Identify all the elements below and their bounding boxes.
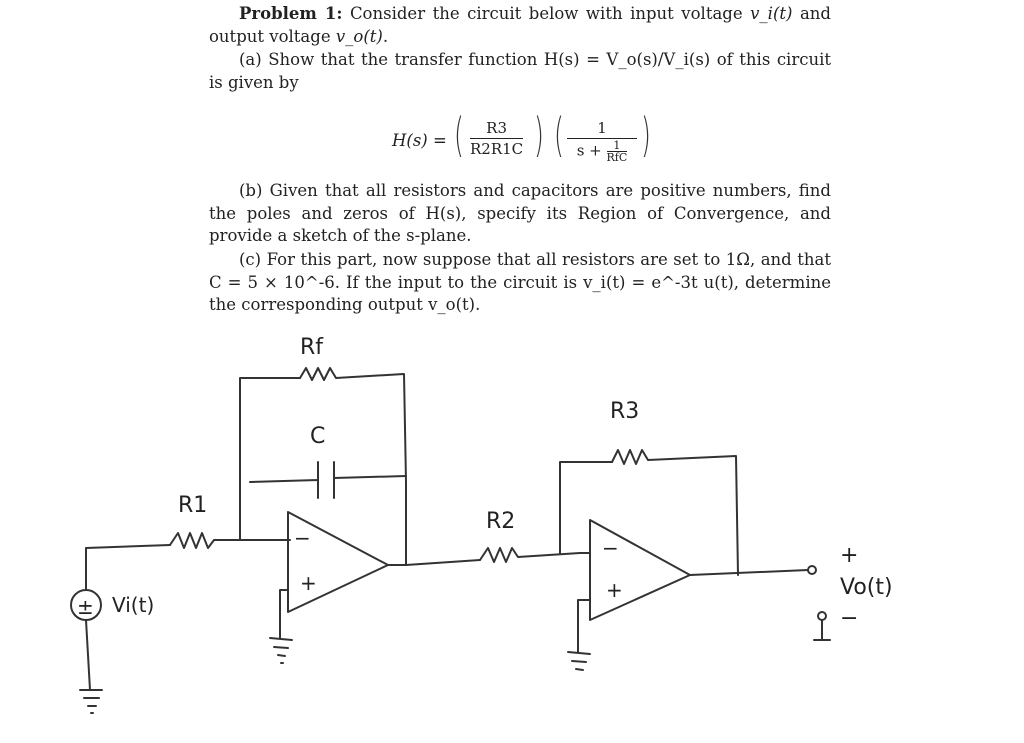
- inner-fraction-denominator: RfC: [606, 151, 628, 164]
- label-r3: R3: [610, 399, 640, 424]
- intro-text-a: Consider the circuit below with input voltage: [349, 4, 751, 23]
- opamp1-minus: −: [294, 526, 311, 550]
- output-terminal-plus: [808, 566, 816, 574]
- ground-icon-1: [80, 690, 102, 713]
- source-sign: ±: [77, 595, 94, 619]
- label-vi: Vi(t): [112, 593, 155, 617]
- inner-fraction-numerator: 1: [607, 140, 628, 152]
- fraction-1-denominator: R2R1C: [470, 140, 524, 158]
- wire-fb-left: [240, 378, 300, 540]
- label-r2: R2: [486, 509, 516, 534]
- wire-source-to-r1: [86, 545, 170, 590]
- part-a: (a) Show that the transfer function H(s) = V_o(s)/V_i(s) of this circuit is given by: [209, 50, 831, 92]
- resistor-r3: [612, 450, 738, 575]
- problem-heading: Problem 1:: [239, 4, 343, 23]
- wire-opamp1-plus-ground: [280, 590, 288, 638]
- output-ground-icon: [814, 620, 830, 640]
- ground-icon-3: [568, 652, 590, 670]
- label-rf: Rf: [300, 335, 324, 360]
- label-vo: Vo(t): [840, 575, 893, 600]
- fraction-2-den-prefix: s +: [576, 141, 602, 160]
- wire-opamp1-to-r2: [406, 560, 480, 565]
- paren-close-1: ): [534, 108, 544, 162]
- opamp-2: [590, 520, 690, 620]
- intro-vo: v_o(t): [335, 26, 383, 46]
- fraction-1-numerator: R3: [470, 119, 523, 139]
- opamp2-plus: +: [606, 578, 623, 602]
- output-minus-sign: −: [840, 606, 859, 631]
- opamp2-minus: −: [602, 536, 619, 560]
- intro-text-b: and output voltage: [209, 4, 831, 46]
- part-b: (b) Given that all resistors and capacitors are positive numbers, find the poles and zeros of H(s), specify its Region of Convergence, and provide a sketch of the s-plane.: [209, 181, 831, 246]
- resistor-r1: [170, 533, 290, 548]
- output-terminal-minus: [818, 612, 826, 620]
- fraction-2-numerator: 1: [567, 119, 637, 139]
- equation-lhs: H(s) =: [392, 131, 447, 150]
- wire-opamp1-output-fb: [388, 482, 406, 565]
- opamp1-plus: +: [300, 571, 317, 595]
- ground-icon-2: [270, 638, 292, 663]
- paren-open-1: (: [454, 108, 464, 162]
- part-c: (c) For this part, now suppose that all resistors are set to 1Ω, and that C = 5 × 10^-6. If the input to the circuit is v_i(t) = e^-3t u(t), determine the corresponding output v_o(t).: [209, 250, 831, 315]
- resistor-r2: [480, 548, 580, 562]
- output-plus-sign: +: [840, 543, 859, 568]
- label-c: C: [310, 424, 326, 449]
- wire-source-to-ground: [86, 620, 90, 690]
- capacitor-c: [250, 462, 406, 498]
- intro-vi: v_i(t): [750, 4, 793, 23]
- label-r1: R1: [178, 493, 208, 518]
- wire-opamp2-plus-ground: [578, 600, 590, 652]
- intro-text-c: .: [382, 26, 389, 46]
- wire-output: [690, 570, 808, 575]
- paren-close-2: ): [641, 108, 651, 162]
- paren-open-2: (: [554, 108, 564, 162]
